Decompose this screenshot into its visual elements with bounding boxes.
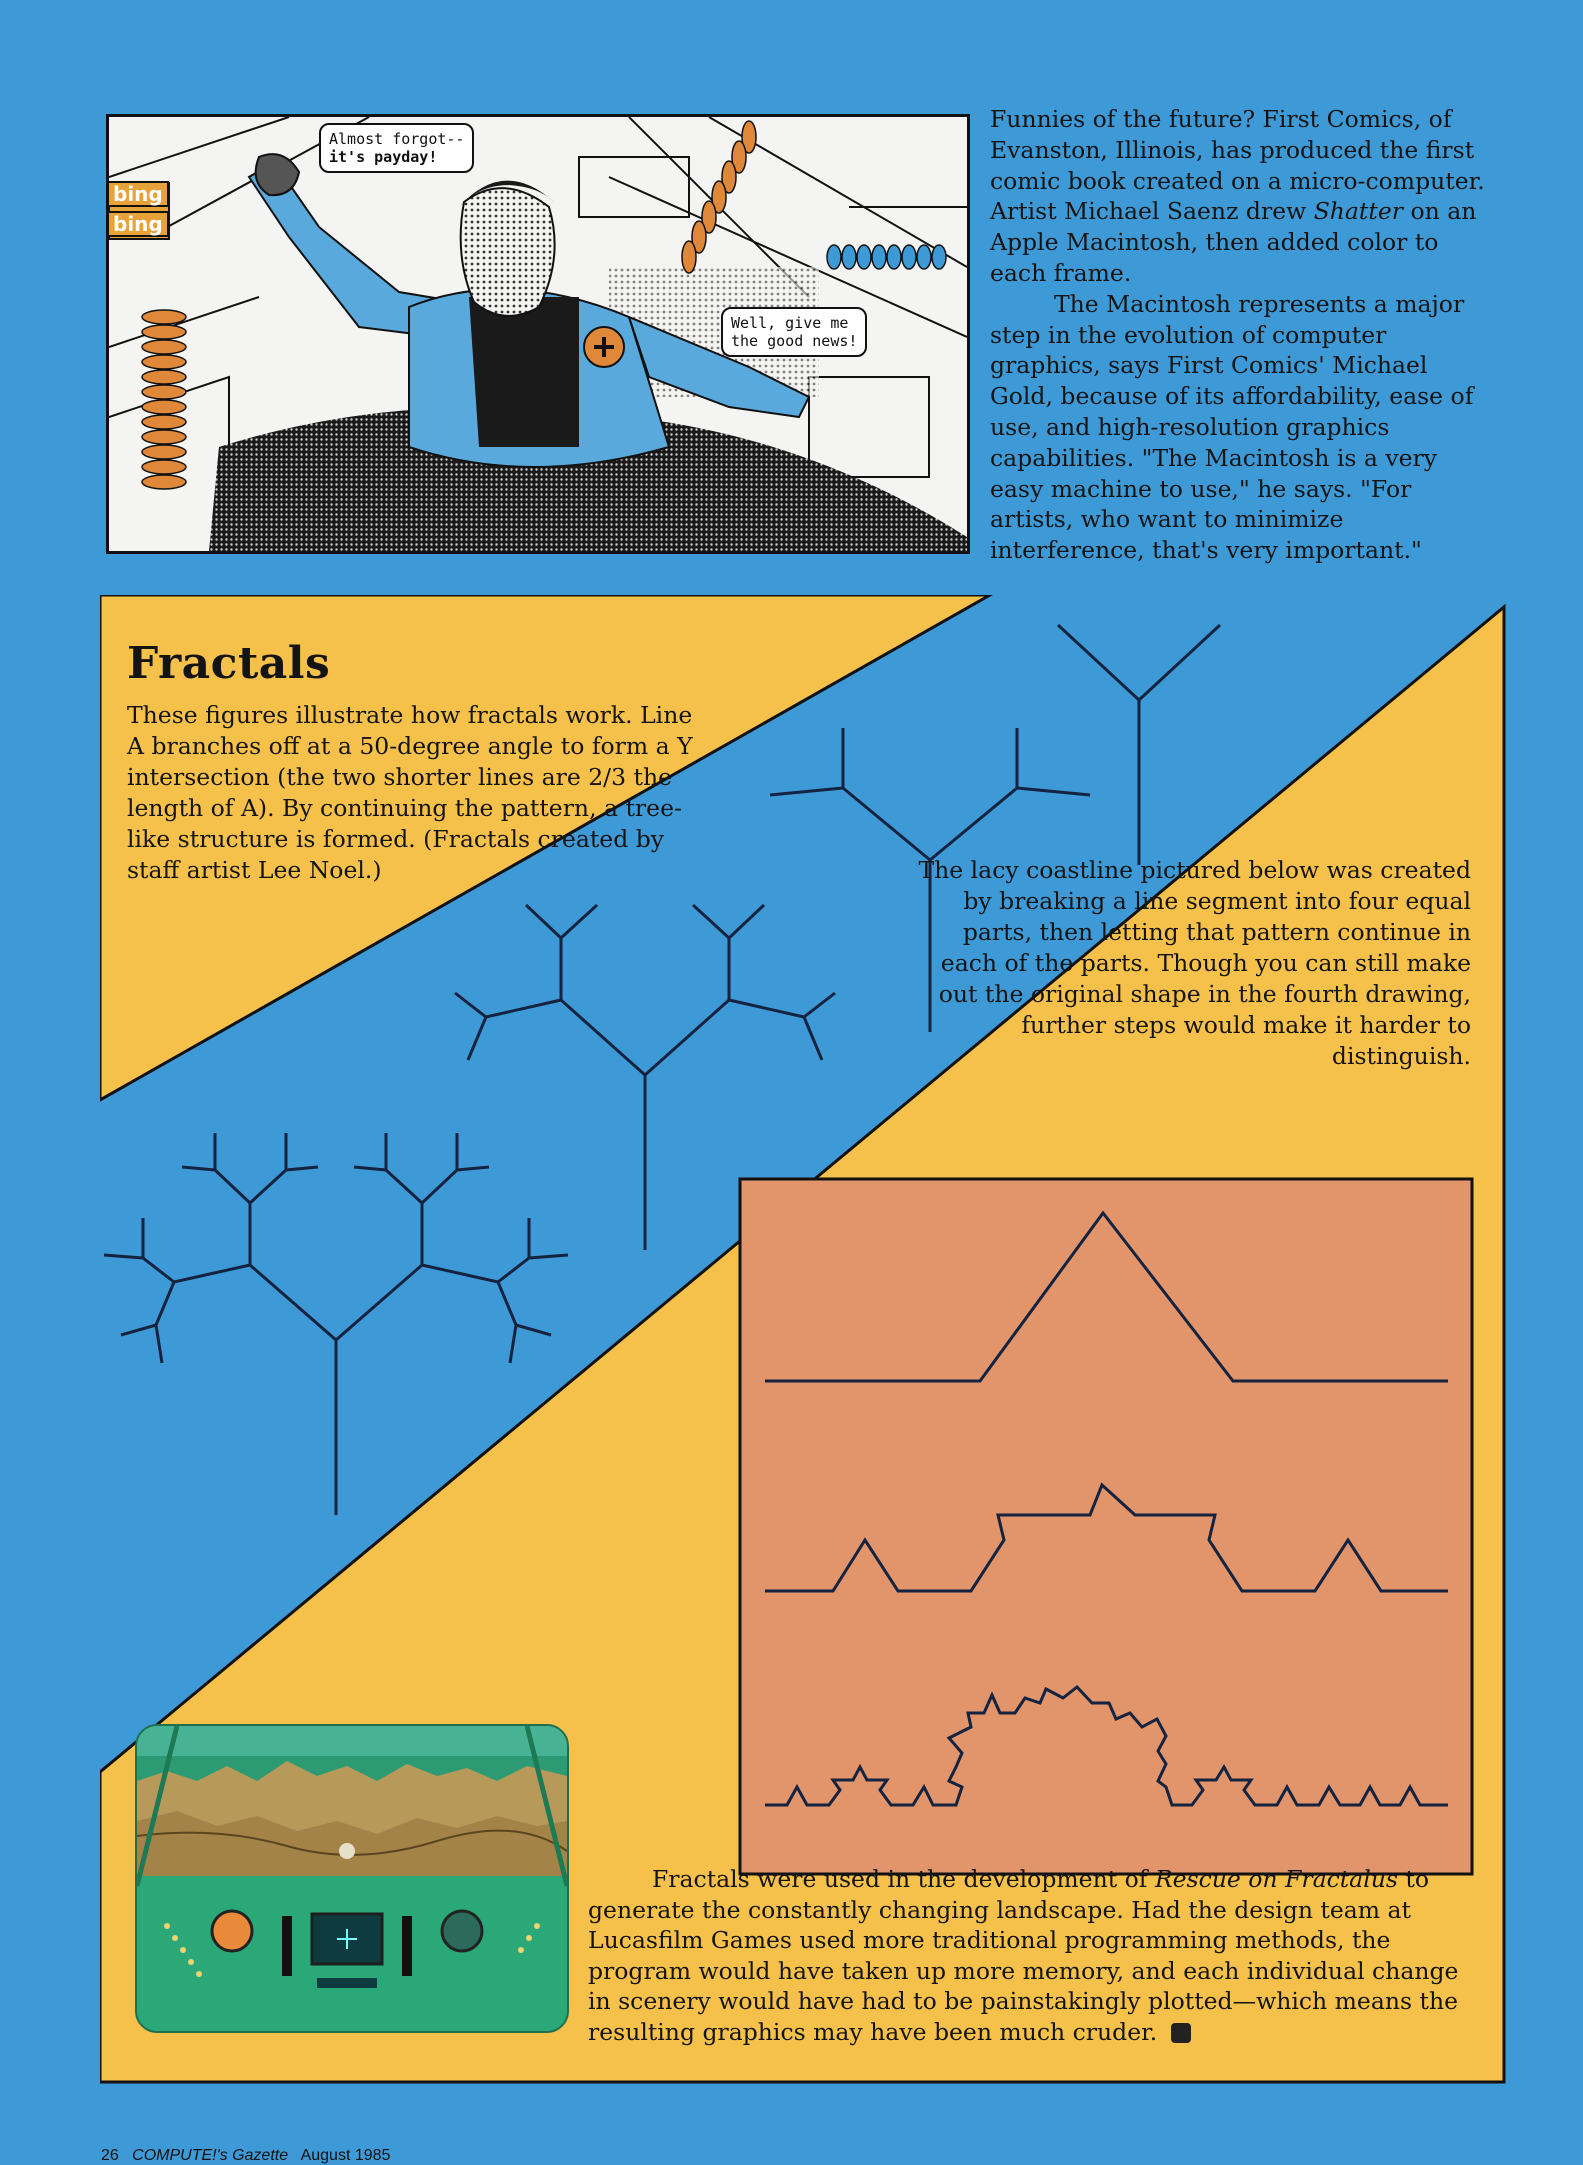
comic-panel (106, 114, 970, 554)
game-article-text-a: Fractals were used in the development of (652, 1865, 1155, 1893)
speech-bubble-good-news-line-1: Well, give me (731, 314, 849, 332)
comic-article-text-a: Funnies of the future? First Comics, of Evanston, Illinois, has produced the first comic book created on a micro-computer. Artist Michael Saenz drew (990, 105, 1485, 226)
game-title: Rescue on Fractalus (1154, 1865, 1398, 1893)
comic-title-shatter: Shatter (1313, 197, 1403, 226)
coastline-panel (740, 1179, 1472, 1874)
page-number: 26 (101, 2147, 119, 2164)
fractal-tree-level-1 (1058, 625, 1220, 865)
comic-article (990, 104, 1495, 566)
magazine-name: COMPUTE!'s Gazette (132, 2147, 289, 2164)
game-article (588, 1864, 1478, 2047)
sound-effect-bing-1: bing (107, 181, 169, 207)
fractals-description: These figures illustrate how fractals work. Line A branches off at a 50-degree angle to form a Y intersection (the two shorter lines are 2/3 the length of A). By continuing the pattern, a tree-like structure is formed. (Fractals created by staff artist Lee Noel.) (127, 701, 693, 884)
comic-article-text-b: on an Apple Macintosh, then added color to each frame. (990, 197, 1477, 287)
rescue-on-fractalus-screenshot (135, 1724, 569, 2033)
comic-article-paragraph-1 (990, 104, 1495, 289)
speech-bubble-payday-line-1: Almost forgot-- (329, 130, 465, 148)
speech-bubble-good-news (721, 307, 867, 357)
coastline-description: The lacy coastline pictured below was created by breaking a line segment into four equal parts, then letting that pattern continue in each of the parts. Though you can still make out the original shape in the fourth drawing, further steps would make it harder to distinguish. (918, 856, 1471, 1070)
sound-effect-bing-2: bing (107, 211, 169, 237)
fractals-heading: Fractals (127, 638, 331, 689)
speech-bubble-payday-line-2: it's payday! (329, 148, 438, 166)
speech-bubble-good-news-line-2: the good news! (731, 332, 858, 350)
game-article-text-b: to generate the constantly changing landscape. Had the design team at Lucasfilm Games used more traditional programming methods, the program would have taken up more memory, and each individual change in scenery would have had to be painstakingly plotted—which means the resulting graphics may have been much cruder. (588, 1865, 1459, 2046)
end-of-article-icon (1171, 2023, 1191, 2043)
game-article-paragraph (588, 1864, 1478, 2047)
speech-bubble-payday (319, 123, 474, 173)
comic-article-paragraph-2: The Macintosh represents a major step in the evolution of computer graphics, says First Comics' Michael Gold, because of its affordability, ease of use, and high-resolution graphics capabilities. "The Macintosh is a very easy machine to use," he says. "For artists, who want to minimize interference, that's very important." (990, 289, 1474, 565)
issue-date: August 1985 (300, 2147, 391, 2164)
page-footer (101, 2147, 390, 2165)
game-scene (137, 1726, 567, 2031)
